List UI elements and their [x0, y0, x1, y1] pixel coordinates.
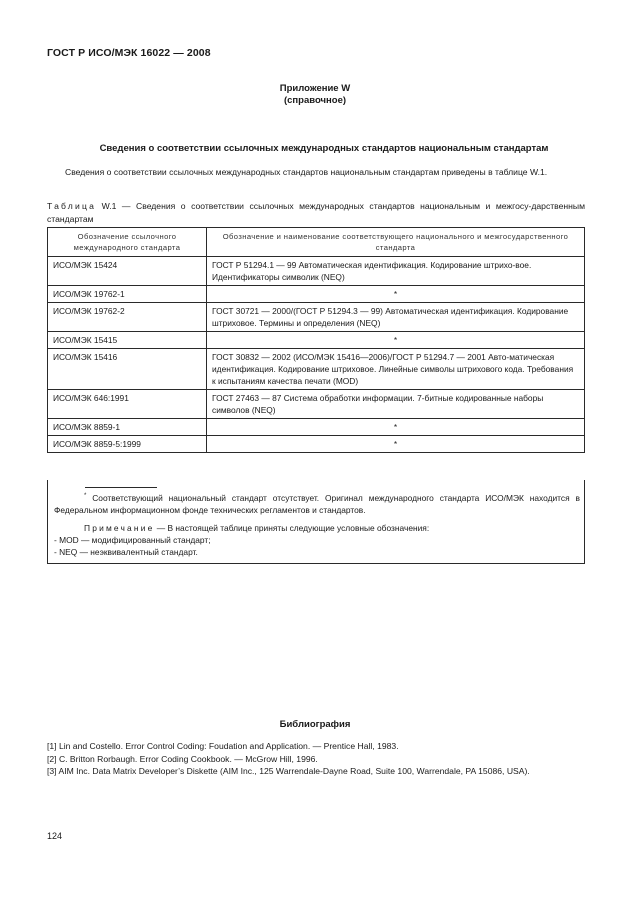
- footnote-text: Соответствующий национальный стандарт отсутствует. Оригинал международного стандарта ИСО/МЭК находится в Федеральном информационном фонде технических регламентов и стандартов.: [54, 493, 580, 515]
- intro-paragraph: Сведения о соответствии ссылочных международных стандартов национальным стандартам приведены в таблице W.1.: [65, 167, 548, 177]
- national-standard-cell: *: [207, 332, 585, 349]
- table-row: [48, 257, 585, 286]
- national-standard-cell: ГОСТ 27463 — 87 Система обработки информации. 7-битные кодированные наборы символов (NEQ): [207, 390, 585, 419]
- table-row: [48, 332, 585, 349]
- ref-standard-cell: ИСО/МЭК 646:1991: [48, 390, 207, 419]
- ref-standard-cell: ИСО/МЭК 15415: [48, 332, 207, 349]
- ref-standard-cell: ИСО/МЭК 8859-1: [48, 419, 207, 436]
- footnote-marker: *: [84, 493, 87, 499]
- table-caption-text: W.1 — Сведения о соответствии ссылочных международных стандартов национальным и межгосу-дарственным стандартам: [47, 201, 585, 224]
- note-text: — В настоящей таблице приняты следующие условные обозначения:: [154, 523, 430, 533]
- table-caption: [47, 200, 585, 225]
- national-standard-cell: *: [207, 286, 585, 303]
- section-title: Сведения о соответствии ссылочных международных стандартов национальным стандартам: [99, 143, 549, 154]
- table-header-row: [48, 228, 585, 257]
- page-number: 124: [47, 831, 63, 841]
- table-note: [54, 522, 580, 558]
- table-row: [48, 390, 585, 419]
- note-item-neq: - NEQ — неэквивалентный стандарт.: [54, 547, 198, 557]
- table-notes-box: [47, 480, 585, 564]
- ref-standard-cell: ИСО/МЭК 15424: [48, 257, 207, 286]
- note-lead: [54, 522, 580, 534]
- table-row: [48, 286, 585, 303]
- note-label: Примечание: [84, 523, 155, 533]
- table-row: [48, 419, 585, 436]
- footnote-divider: [85, 487, 157, 488]
- ref-standard-cell: ИСО/МЭК 15416: [48, 349, 207, 390]
- note-item-mod: - MOD — модифицированный стандарт;: [54, 535, 211, 545]
- table-row: [48, 436, 585, 453]
- national-standard-cell: *: [207, 419, 585, 436]
- national-standard-cell: ГОСТ Р 51294.1 — 99 Автоматическая идентификация. Кодирование штрихо-вое. Идентификаторы символик (NEQ): [207, 257, 585, 286]
- table-row: [48, 303, 585, 332]
- header-national-standard: Обозначение и наименование соответствующего национального и межгосударственного стандарта: [207, 228, 585, 257]
- document-header: ГОСТ Р ИСО/МЭК 16022 — 2008: [47, 47, 211, 59]
- bibliography-item: [1] Lin and Costello. Error Control Coding: Foudation and Application. — Prentice Hall, 1983.: [47, 741, 399, 751]
- annex-subtitle: (справочное): [283, 95, 347, 106]
- footnote: [54, 490, 580, 516]
- bibliography-title: Библиография: [279, 719, 351, 730]
- national-standard-cell: ГОСТ 30721 — 2000/(ГОСТ Р 51294.3 — 99) Автоматическая идентификация. Кодирование штриховое. Термины и определения (NEQ): [207, 303, 585, 332]
- annex-title: Приложение W: [279, 83, 351, 94]
- bibliography-list: [47, 740, 585, 778]
- ref-standard-cell: ИСО/МЭК 19762-1: [48, 286, 207, 303]
- table-row: [48, 349, 585, 390]
- header-reference-standard: Обозначение ссылочного международного стандарта: [48, 228, 207, 257]
- ref-standard-cell: ИСО/МЭК 19762-2: [48, 303, 207, 332]
- national-standard-cell: ГОСТ 30832 — 2002 (ИСО/МЭК 15416—2006)/ГОСТ Р 51294.7 — 2001 Авто-матическая идентификация. Кодирование штриховое. Линейные символы штрихового кода. Требования к испытаниям качества печати (MOD): [207, 349, 585, 390]
- bibliography-item: [2] C. Britton Rorbaugh. Error Coding Cookbook. — McGrow Hill, 1996.: [47, 753, 318, 764]
- standards-table: [47, 227, 585, 453]
- bibliography-item: [3] AIM Inc. Data Matrix Developer’s Diskette (AIM Inc., 125 Warrendale-Dayne Road, Suite 100, Warrendale, PA 15086, USA).: [47, 766, 530, 776]
- ref-standard-cell: ИСО/МЭК 8859-5:1999: [48, 436, 207, 453]
- table-caption-label: Таблица: [47, 201, 97, 211]
- national-standard-cell: *: [207, 436, 585, 453]
